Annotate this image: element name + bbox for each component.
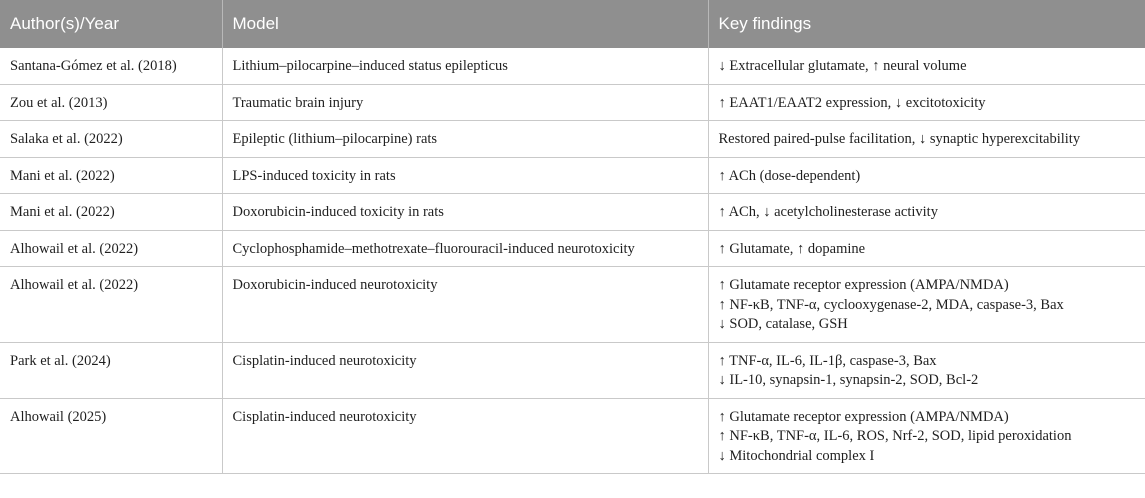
key-findings-cell bbox=[708, 398, 1145, 474]
key-findings-cell bbox=[708, 48, 1145, 84]
finding-line: Restored paired-pulse facilitation, ↓ synaptic hyperexcitability bbox=[718, 131, 1081, 147]
finding-line: ↓ Mitochondrial complex I bbox=[718, 447, 875, 464]
finding-line: ↑ Glutamate, ↑ dopamine bbox=[718, 240, 866, 257]
model-cell: Lithium–pilocarpine–induced status epilepticus bbox=[222, 48, 708, 84]
key-findings-cell bbox=[708, 230, 1145, 267]
table-body bbox=[0, 48, 1145, 474]
finding-line: ↑ Glutamate receptor expression (AMPA/NMDA) bbox=[718, 408, 1009, 425]
author-year-cell: Alhowail et al. (2022) bbox=[0, 230, 222, 267]
key-findings-cell bbox=[708, 267, 1145, 343]
finding-line: ↓ IL-10, synapsin-1, synapsin-2, SOD, Bcl-2 bbox=[718, 372, 979, 388]
finding-line: ↑ NF-κB, TNF-α, IL-6, ROS, Nrf-2, SOD, lipid peroxidation bbox=[718, 428, 1072, 444]
finding-line: ↑ Glutamate receptor expression (AMPA/NMDA) bbox=[718, 277, 1009, 293]
author-year-cell: Alhowail (2025) bbox=[0, 398, 222, 474]
author-year-cell: Alhowail et al. (2022) bbox=[0, 267, 222, 343]
header-author-year: Author(s)/Year bbox=[0, 0, 222, 48]
author-year-cell: Santana-Gómez et al. (2018) bbox=[0, 48, 222, 84]
author-year-cell: Mani et al. (2022) bbox=[0, 194, 222, 231]
key-findings-cell bbox=[708, 121, 1145, 158]
finding-line: ↑ ACh (dose-dependent) bbox=[718, 167, 861, 184]
model-cell: Doxorubicin-induced toxicity in rats bbox=[222, 194, 708, 231]
header-key-findings: Key findings bbox=[708, 0, 1145, 48]
finding-line: ↑ NF-κB, TNF-α, cyclooxygenase-2, MDA, caspase-3, Bax bbox=[718, 296, 1064, 313]
table-row bbox=[0, 84, 1145, 121]
finding-line: ↑ ACh, ↓ acetylcholinesterase activity bbox=[718, 204, 938, 220]
finding-line: ↓ SOD, catalase, GSH bbox=[718, 316, 848, 332]
model-cell: Traumatic brain injury bbox=[222, 84, 708, 121]
table-row bbox=[0, 48, 1145, 84]
model-cell: Cisplatin-induced neurotoxicity bbox=[222, 342, 708, 398]
table-row bbox=[0, 157, 1145, 194]
model-cell: Cyclophosphamide–methotrexate–fluorouracil-induced neurotoxicity bbox=[222, 230, 708, 267]
model-cell: LPS-induced toxicity in rats bbox=[222, 157, 708, 194]
author-year-cell: Mani et al. (2022) bbox=[0, 157, 222, 194]
finding-line: ↓ Extracellular glutamate, ↑ neural volume bbox=[718, 58, 967, 74]
model-cell: Doxorubicin-induced neurotoxicity bbox=[222, 267, 708, 343]
table-row bbox=[0, 121, 1145, 158]
model-cell: Epileptic (lithium–pilocarpine) rats bbox=[222, 121, 708, 158]
key-findings-cell bbox=[708, 157, 1145, 194]
author-year-cell: Salaka et al. (2022) bbox=[0, 121, 222, 158]
key-findings-cell bbox=[708, 194, 1145, 231]
finding-line: ↑ EAAT1/EAAT2 expression, ↓ excitotoxicity bbox=[718, 94, 986, 111]
model-cell: Cisplatin-induced neurotoxicity bbox=[222, 398, 708, 474]
key-findings-cell bbox=[708, 84, 1145, 121]
table-header bbox=[0, 0, 1145, 48]
table-row bbox=[0, 230, 1145, 267]
author-year-cell: Park et al. (2024) bbox=[0, 342, 222, 398]
finding-line: ↑ TNF-α, IL-6, IL-1β, caspase-3, Bax bbox=[718, 352, 937, 369]
key-findings-cell bbox=[708, 342, 1145, 398]
table-row bbox=[0, 194, 1145, 231]
header-model: Model bbox=[222, 0, 708, 48]
table-row bbox=[0, 342, 1145, 398]
author-year-cell: Zou et al. (2013) bbox=[0, 84, 222, 121]
table-row bbox=[0, 398, 1145, 474]
table-row bbox=[0, 267, 1145, 343]
header-row bbox=[0, 0, 1145, 48]
